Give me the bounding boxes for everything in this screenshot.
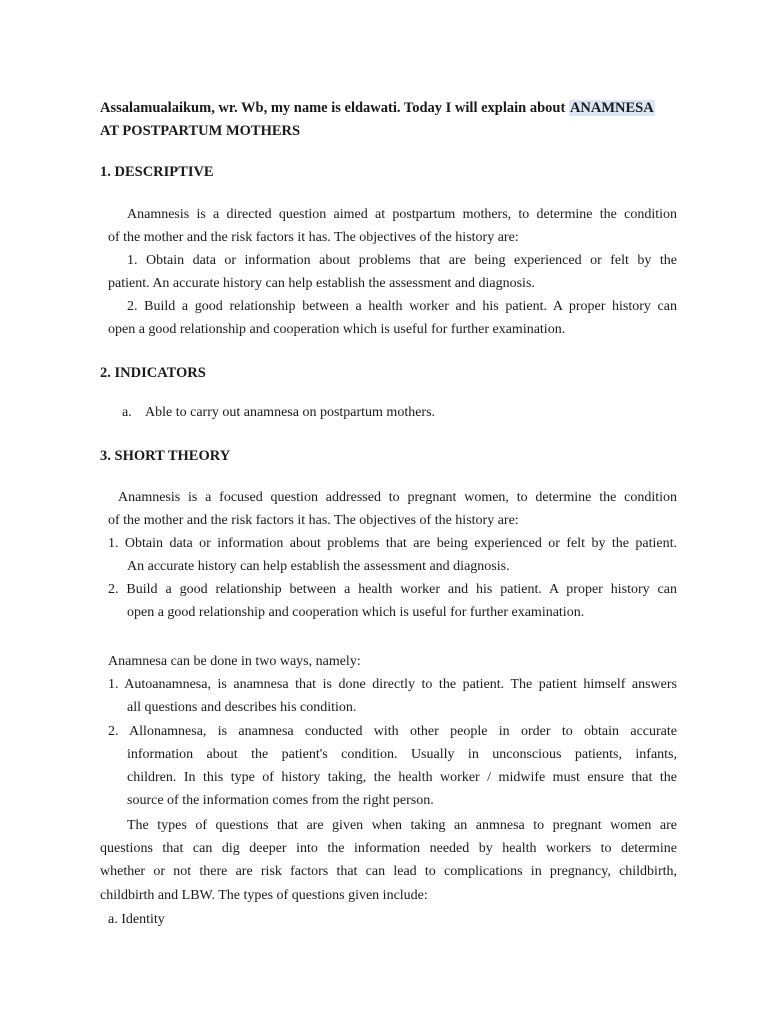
paragraph-line: 1. Obtain data or information about problems that are being experienced or felt by the bbox=[127, 253, 677, 268]
intro-text: Assalamualaikum, wr. Wb, my name is eldawati. Today I will explain about bbox=[100, 100, 569, 116]
paragraph-line: childbirth and LBW. The types of questions given include: bbox=[100, 888, 428, 903]
paragraph-line: 2. Allonamnesa, is anamnesa conducted with other people in order to obtain accurate bbox=[108, 724, 677, 739]
intro-line-1 bbox=[100, 98, 655, 118]
section-heading-descriptive: 1. DESCRIPTIVE bbox=[100, 164, 214, 180]
intro-line-2: AT POSTPARTUM MOTHERS bbox=[100, 123, 301, 139]
paragraph-line: patient. An accurate history can help establish the assessment and diagnosis. bbox=[108, 276, 535, 291]
paragraph-line: whether or not there are risk factors that can lead to complications in pregnancy, childbirth, bbox=[100, 864, 677, 879]
list-item: Able to carry out anamnesa on postpartum mothers. bbox=[145, 405, 436, 420]
paragraph-line: open a good relationship and cooperation which is useful for further examination. bbox=[127, 605, 585, 620]
intro-highlight: ANAMNESA bbox=[569, 100, 654, 116]
paragraph-line: 2. Build a good relationship between a health worker and his patient. A proper history can bbox=[127, 299, 677, 314]
paragraph-line: source of the information comes from the right person. bbox=[127, 793, 434, 808]
paragraph-line: all questions and describes his condition. bbox=[127, 700, 357, 715]
paragraph-line: Anamnesa can be done in two ways, namely: bbox=[108, 654, 361, 669]
list-item: a. Identity bbox=[108, 912, 165, 927]
paragraph-line: questions that can dig deeper into the information needed by health workers to determine bbox=[100, 841, 677, 856]
paragraph-line: 2. Build a good relationship between a health worker and his patient. A proper history can bbox=[108, 582, 677, 597]
paragraph-line: 1. Obtain data or information about problems that are being experienced or felt by the patient. bbox=[108, 536, 677, 551]
paragraph-line: children. In this type of history taking, the health worker / midwife must ensure that the bbox=[127, 770, 677, 785]
paragraph-line: information about the patient's condition. Usually in unconscious patients, infants, bbox=[127, 747, 677, 762]
paragraph-line: of the mother and the risk factors it has. The objectives of the history are: bbox=[108, 230, 519, 245]
section-heading-indicators: 2. INDICATORS bbox=[100, 365, 206, 381]
paragraph-line: 1. Autoanamnesa, is anamnesa that is done directly to the patient. The patient himself answers bbox=[108, 677, 677, 692]
paragraph-line: Anamnesis is a directed question aimed at postpartum mothers, to determine the condition bbox=[127, 207, 677, 222]
section-heading-short-theory: 3. SHORT THEORY bbox=[100, 448, 231, 464]
paragraph-line: open a good relationship and cooperation which is useful for further examination. bbox=[108, 322, 566, 337]
list-marker: a. bbox=[122, 405, 132, 420]
paragraph-line: The types of questions that are given when taking an anmnesa to pregnant women are bbox=[127, 818, 677, 833]
paragraph-line: of the mother and the risk factors it has. The objectives of the history are: bbox=[108, 513, 519, 528]
paragraph-line: An accurate history can help establish the assessment and diagnosis. bbox=[127, 559, 510, 574]
paragraph-line: Anamnesis is a focused question addressed to pregnant women, to determine the condition bbox=[118, 490, 677, 505]
